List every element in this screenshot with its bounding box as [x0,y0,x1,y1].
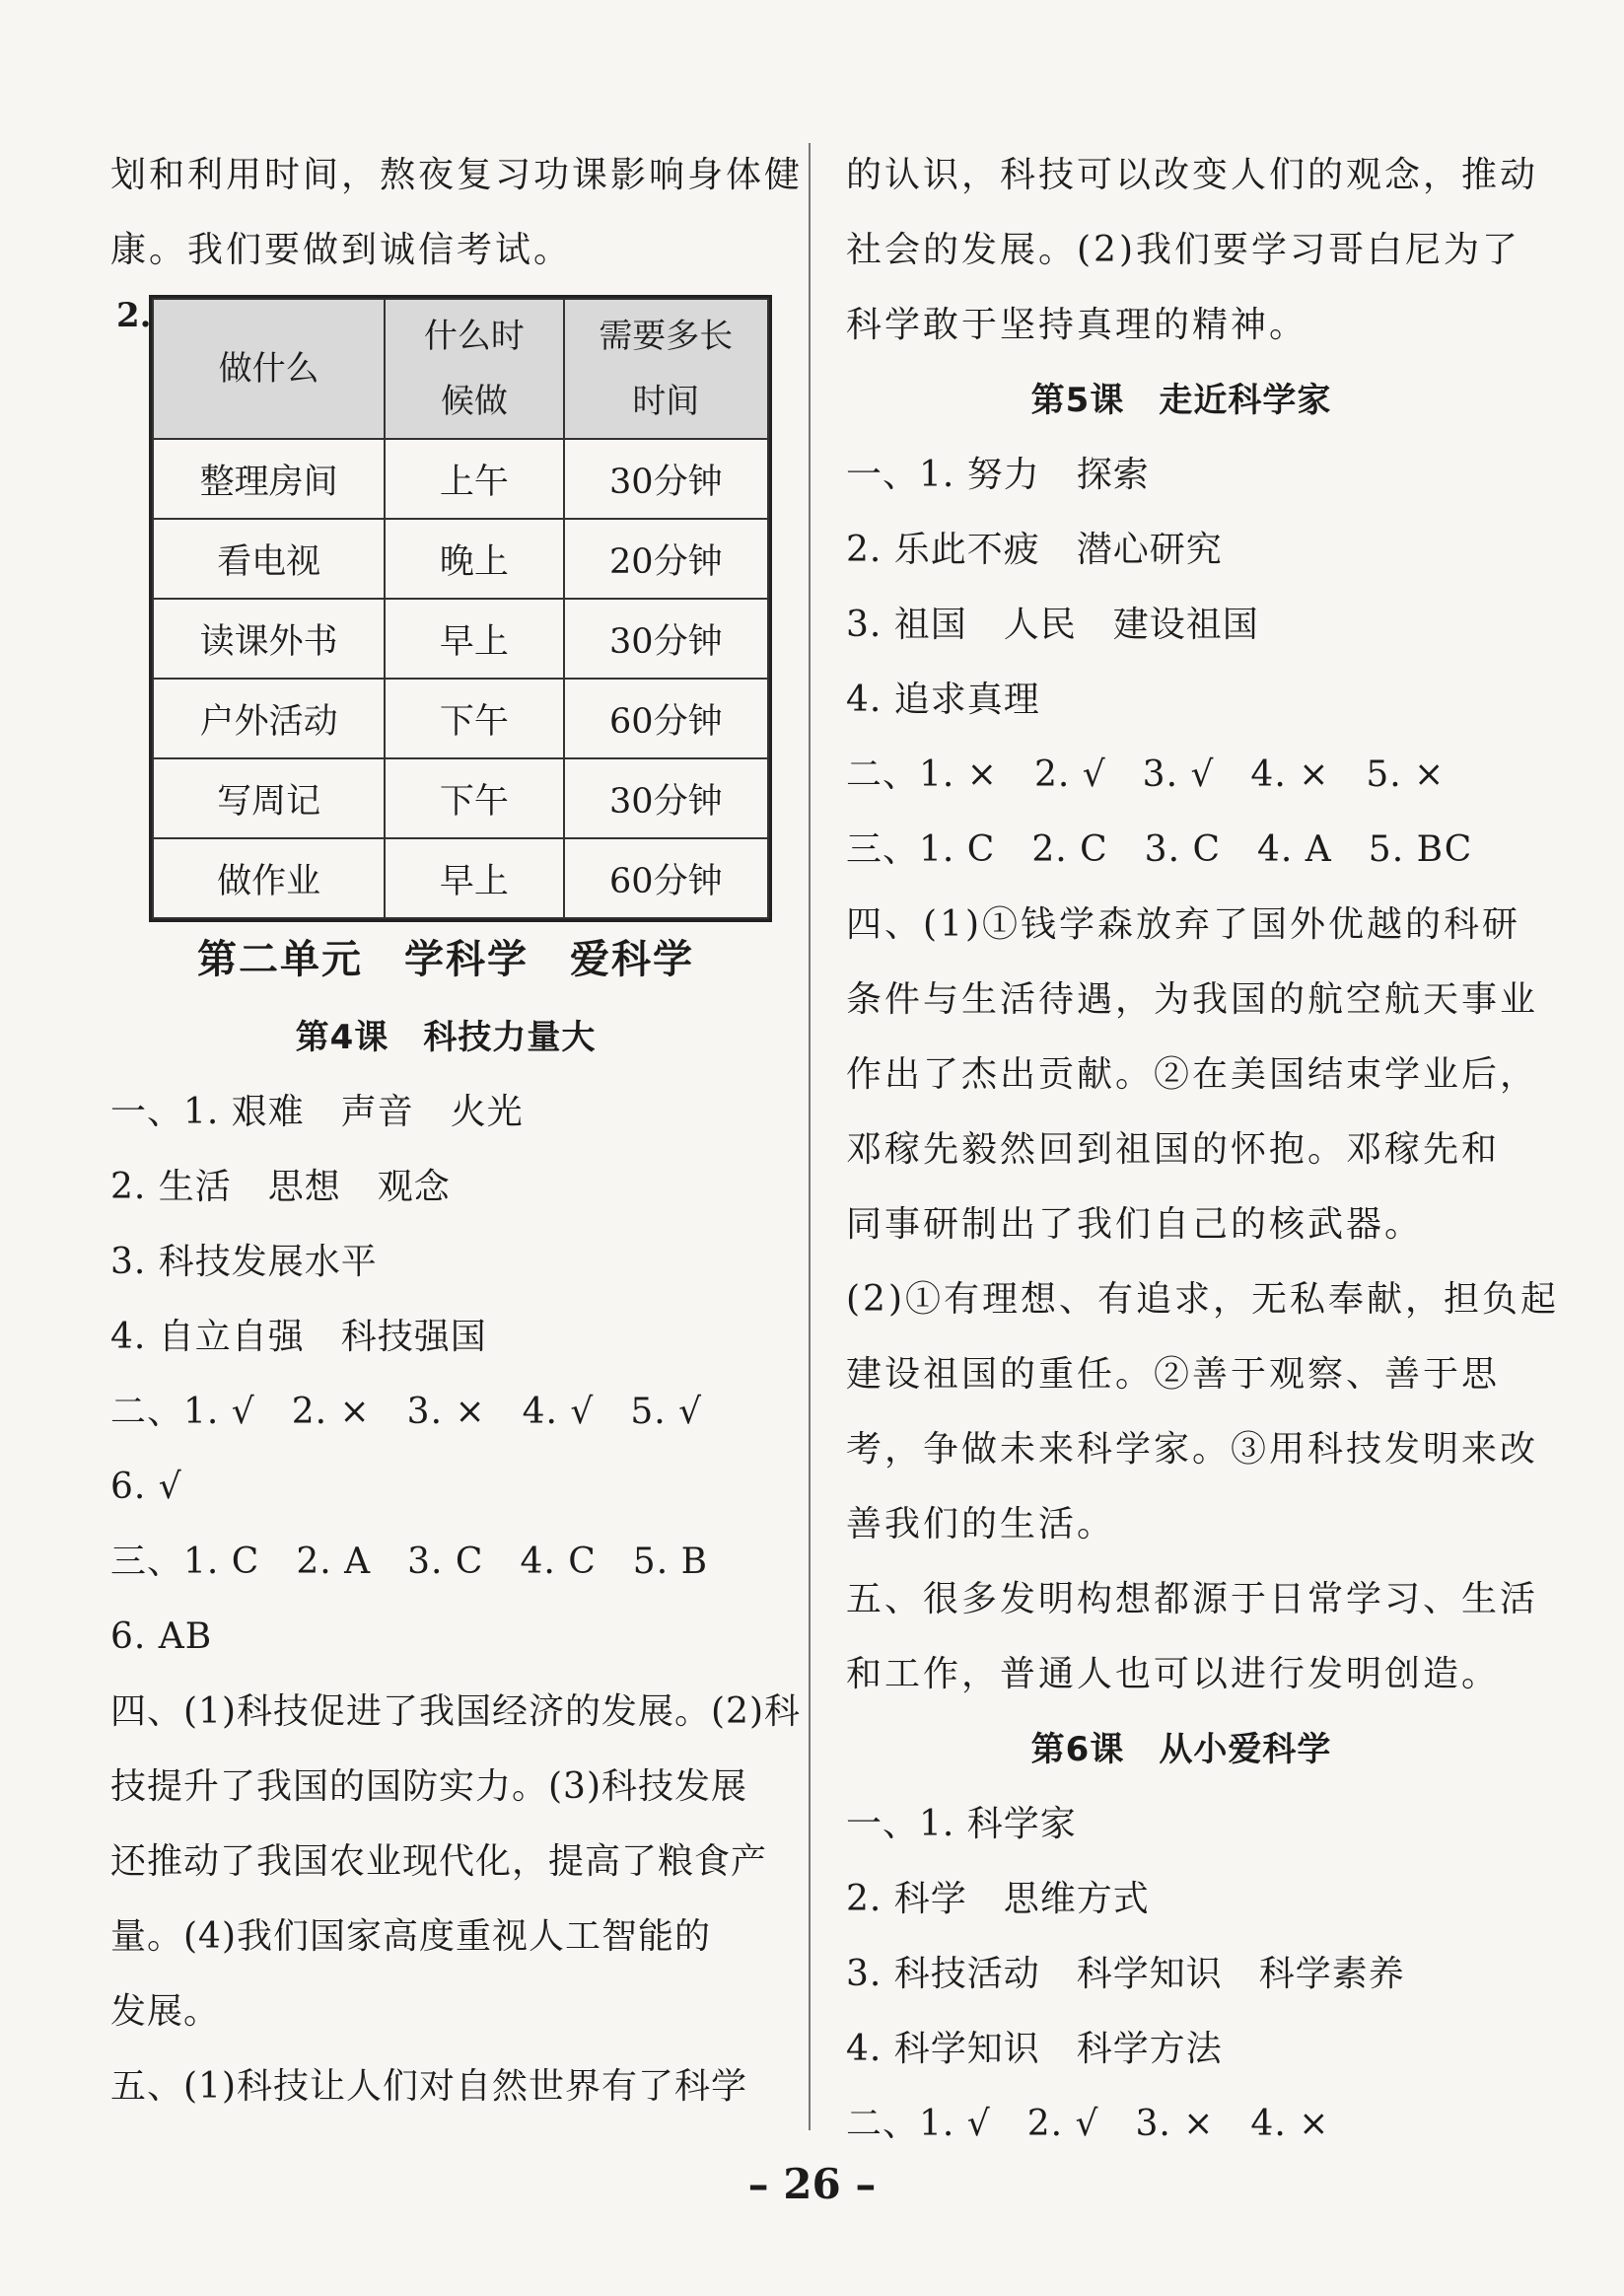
table-cell: 60分钟 [564,679,768,758]
text-line: 的认识，科技可以改变人们的观念，推动 [846,155,1539,195]
answer-line: 四、(1)①钱学森放弃了国外优越的科研 [846,904,1520,945]
answer-line: 善我们的生活。 [846,1504,1116,1544]
answer-line: 4. 自立自强 科技强国 [110,1317,487,1357]
table-header-cell [564,299,768,439]
lesson4-answers [110,1075,801,2124]
lesson-title: 第6课 从小爱科学 [1030,1730,1332,1769]
answer-line: 2. 生活 思想 观念 [110,1167,451,1207]
text-line: 社会的发展。(2)我们要学习哥白尼为了 [846,230,1520,270]
answer-line: 2. 科学 思维方式 [846,1879,1150,1919]
lesson-title: 第5课 走近科学家 [1030,381,1332,420]
table-cell: 60分钟 [564,838,768,918]
text-line: 划和利用时间，熬夜复习功课影响身体健 [110,155,804,195]
answer-line: 二、1. √ 2. × 3. × 4. √ 5. √ [110,1392,703,1432]
header-text: 做什么 [218,349,319,389]
answer-line: 二、1. × 2. √ 3. √ 4. × 5. × [846,754,1446,795]
answer-line: 考，争做未来科学家。③用科技发明来改 [846,1429,1539,1470]
table-row [153,838,768,918]
table-cell: 30分钟 [564,439,768,519]
lesson6-answers [846,1787,1517,2162]
answer-line: 3. 科技活动 科学知识 科学素养 [846,1954,1405,1994]
table-cell: 看电视 [153,519,385,599]
table-header-row [153,299,768,439]
table-row [153,758,768,838]
right-column [846,138,1559,2162]
header-text: 候做 [440,382,508,421]
answer-line: 作出了杰出贡献。②在美国结束学业后， [846,1054,1539,1095]
answer-line: 3. 科技发展水平 [110,1242,378,1282]
answer-line: 一、1. 艰难 声音 火光 [110,1092,524,1132]
page-number: – 26 – [747,2160,877,2208]
answer-line: 条件与生活待遇，为我国的航空航天事业 [846,979,1539,1020]
answer-line: 五、很多发明构想都源于日常学习、生活 [846,1579,1539,1619]
table-cell: 下午 [385,758,563,838]
answer-line: 二、1. √ 2. √ 3. × 4. × [846,2104,1330,2144]
question-number: 2. [116,296,152,335]
header-text: 时间 [632,382,700,421]
answer-line: 4. 追求真理 [846,680,1040,720]
answer-line: 2. 乐此不疲 潜心研究 [846,530,1223,570]
table-row [153,439,768,519]
table-cell: 30分钟 [564,599,768,679]
answer-line: (2)①有理想、有追求，无私奉献，担负起 [846,1279,1559,1320]
schedule-table-block [110,288,781,919]
table-cell: 下午 [385,679,563,758]
header-text: 需要多长 [599,317,734,356]
table-row [153,679,768,758]
table-row [153,599,768,679]
table-header-cell [385,299,563,439]
table-header-cell [153,299,385,439]
text-line: 科学敢于坚持真理的精神。 [846,305,1308,345]
table-cell: 晚上 [385,519,563,599]
answer-line: 三、1. C 2. C 3. C 4. A 5. BC [846,829,1473,870]
left-column [110,138,804,2124]
table-cell: 上午 [385,439,563,519]
table-cell: 做作业 [153,838,385,918]
lesson5-answers [846,438,1559,1712]
lesson-title: 第4课 科技力量大 [295,1018,597,1057]
text-line: 康。我们要做到诚信考试。 [110,230,573,270]
header-text: 什么时 [423,317,525,356]
table-cell: 早上 [385,838,563,918]
answer-line: 三、1. C 2. A 3. C 4. C 5. B [110,1542,709,1582]
column-divider [809,143,811,2130]
answer-line: 量。(4)我们国家高度重视人工智能的 [110,1916,711,1957]
table-cell: 整理房间 [153,439,385,519]
answer-line: 五、(1)科技让人们对自然世界有了科学 [110,2066,747,2107]
answer-line: 建设祖国的重任。②善于观察、善于思 [846,1354,1501,1395]
table-row [153,519,768,599]
answer-line: 同事研制出了我们自己的核武器。 [846,1204,1424,1245]
answer-line: 一、1. 科学家 [846,1804,1077,1844]
table-cell: 20分钟 [564,519,768,599]
answer-line: 发展。 [110,1991,221,2032]
answer-line: 还推动了我国农业现代化，提高了粮食产 [110,1841,768,1882]
answer-line: 一、1. 努力 探索 [846,455,1150,495]
answer-line: 6. √ [110,1467,182,1507]
table-cell: 30分钟 [564,758,768,838]
answer-line: 技提升了我国的国防实力。(3)科技发展 [110,1766,747,1807]
table-cell: 户外活动 [153,679,385,758]
table-cell: 早上 [385,599,563,679]
table-cell: 读课外书 [153,599,385,679]
unit-title: 第二单元 学科学 爱科学 [197,937,694,982]
answer-line: 邓稼先毅然回到祖国的怀抱。邓稼先和 [846,1129,1501,1170]
answer-line: 四、(1)科技促进了我国经济的发展。(2)科 [110,1691,801,1732]
answer-line: 和工作，普通人也可以进行发明创造。 [846,1654,1501,1694]
table-cell: 写周记 [153,758,385,838]
schedule-table [152,298,769,919]
answer-line: 4. 科学知识 科学方法 [846,2029,1223,2069]
answer-line: 6. AB [110,1616,213,1657]
answer-line: 3. 祖国 人民 建设祖国 [846,605,1259,645]
